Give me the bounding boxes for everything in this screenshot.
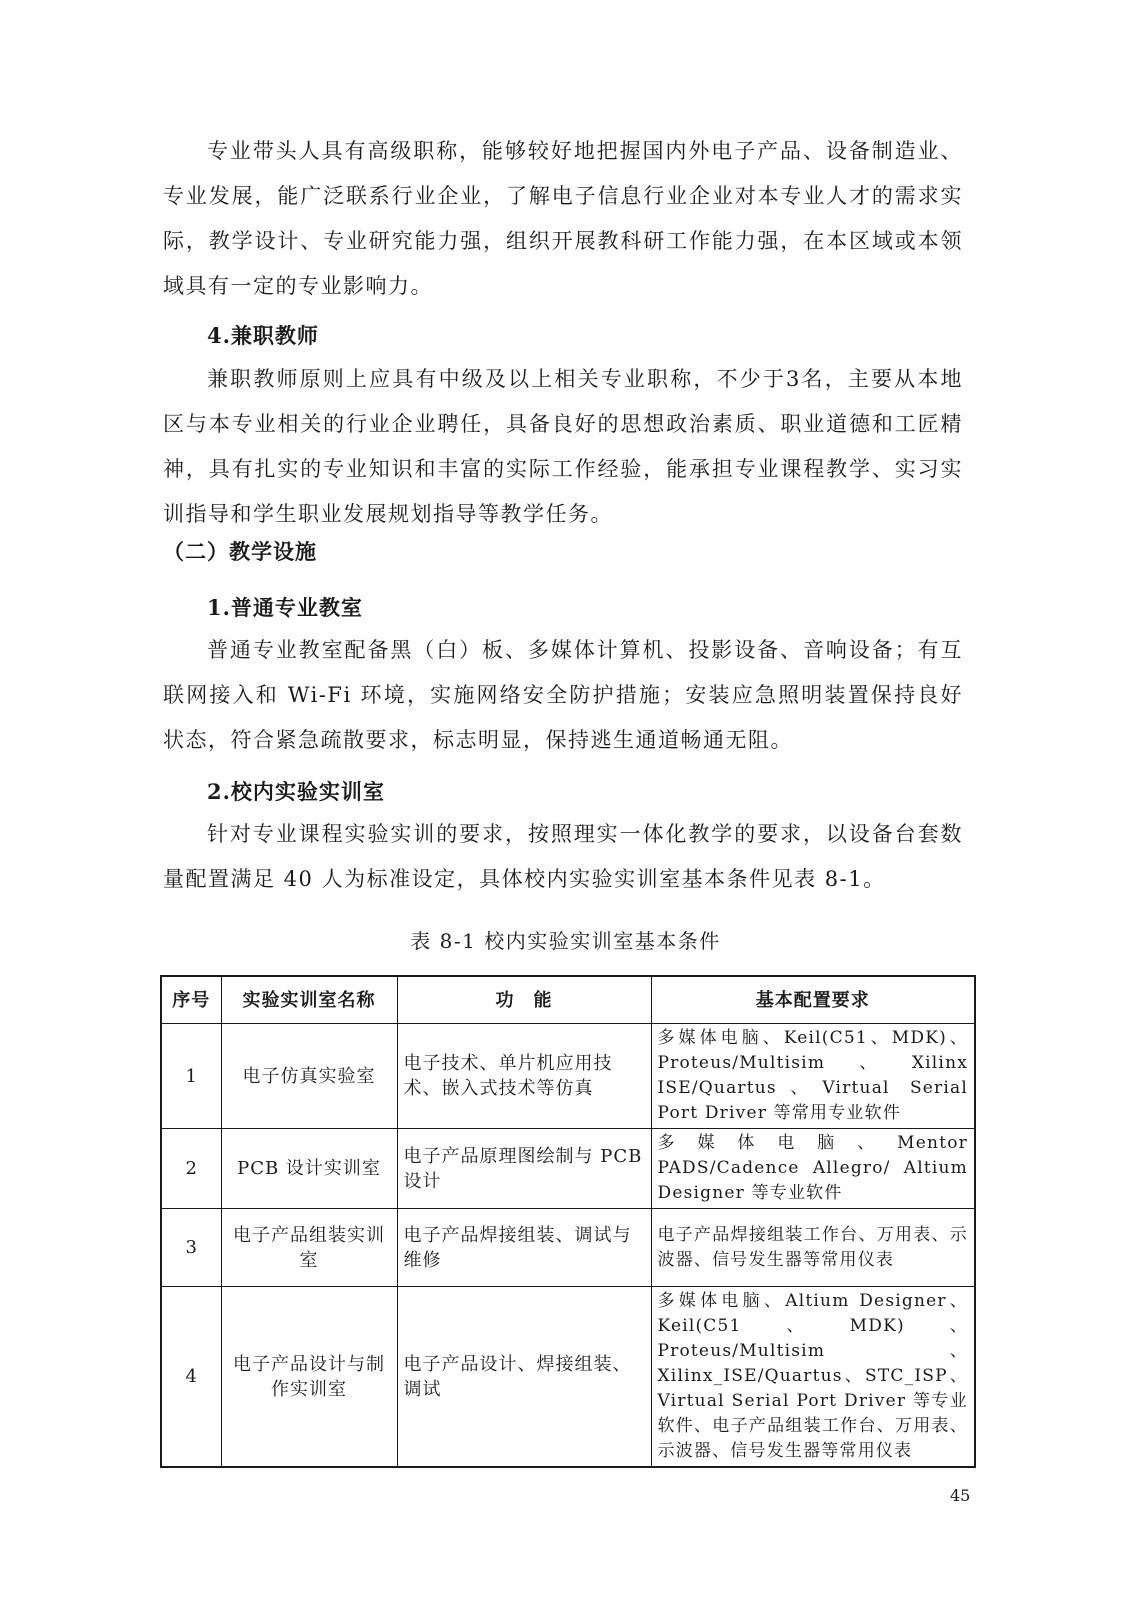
paragraph-general-classroom: 普通专业教室配备黑（白）板、多媒体计算机、投影设备、音响设备；有互联网接入和 Wi-Fi 环境，实施网络安全防护措施；安装应急照明装置保持良好状态，符合紧急疏散要求，标志明显，保持逃生通道畅通无阻。	[163, 638, 963, 752]
table-caption: 表 8-1 校内实验实训室基本条件	[410, 929, 721, 953]
cell-function: 电子技术、单片机应用技术、嵌入式技术等仿真	[397, 1024, 651, 1129]
cell-requirements: 多媒体电脑、Altium Designer、Keil(C51、MDK)、Proteus/Multisim、Xilinx_ISE/Quartus、STC_ISP、Virtual Serial Port Driver 等专业软件、电子产品组装工作台、万用表、示波器、信号发生器等常用仪表	[651, 1287, 975, 1468]
cell-name: 电子产品设计与制作实训室	[221, 1287, 397, 1468]
header-function: 功 能	[397, 976, 651, 1024]
cell-requirements: 多媒体电脑、Mentor PADS/Cadence Allegro/ Altium Designer 等专业软件	[651, 1129, 975, 1209]
table-row	[161, 1024, 975, 1129]
cell-name: PCB 设计实训室	[221, 1129, 397, 1209]
cell-name: 电子产品组装实训室	[221, 1209, 397, 1287]
heading-campus-labs: 2.校内实验实训室	[207, 779, 385, 804]
heading-general-classroom: 1.普通专业教室	[207, 595, 363, 620]
cell-function: 电子产品设计、焊接组装、调试	[397, 1287, 651, 1468]
cell-requirements: 电子产品焊接组装工作台、万用表、示波器、信号发生器等常用仪表	[651, 1209, 975, 1287]
heading-part-time-teachers: 4.兼职教师	[207, 323, 319, 348]
paragraph-leader-requirements: 专业带头人具有高级职称，能够较好地把握国内外电子产品、设备制造业、专业发展，能广泛联系行业企业，了解电子信息行业企业对本专业人才的需求实际，教学设计、专业研究能力强，组织开展教科研工作能力强，在本区域或本领域具有一定的专业影响力。	[163, 139, 963, 298]
cell-no: 3	[161, 1209, 221, 1287]
cell-name: 电子仿真实验室	[221, 1024, 397, 1129]
cell-no: 2	[161, 1129, 221, 1209]
cell-requirements: 多媒体电脑、Keil(C51、MDK)、Proteus/Multisim、Xilinx ISE/Quartus、Virtual Serial Port Driver 等常用专业软件	[651, 1024, 975, 1129]
lab-conditions-table	[160, 975, 976, 1468]
table-row	[161, 1287, 975, 1468]
header-no: 序号	[161, 976, 221, 1024]
page-number: 45	[950, 1486, 971, 1505]
table-row	[161, 1129, 975, 1209]
cell-function: 电子产品原理图绘制与 PCB 设计	[397, 1129, 651, 1209]
table-row	[161, 1209, 975, 1287]
header-requirements: 基本配置要求	[651, 976, 975, 1024]
table-header-row	[161, 976, 975, 1024]
paragraph-part-time-teachers: 兼职教师原则上应具有中级及以上相关专业职称，不少于3名，主要从本地区与本专业相关的行业企业聘任，具备良好的思想政治素质、职业道德和工匠精神，具有扎实的专业知识和丰富的实际工作经验，能承担专业课程教学、实习实训指导和学生职业发展规划指导等教学任务。	[163, 367, 963, 526]
section-heading-teaching-facilities: （二）教学设施	[163, 539, 317, 564]
cell-function: 电子产品焊接组装、调试与维修	[397, 1209, 651, 1287]
cell-no: 1	[161, 1024, 221, 1129]
paragraph-campus-labs: 针对专业课程实验实训的要求，按照理实一体化教学的要求，以设备台套数量配置满足 40 人为标准设定，具体校内实验实训室基本条件见表 8-1。	[163, 822, 963, 891]
header-name: 实验实训室名称	[221, 976, 397, 1024]
cell-no: 4	[161, 1287, 221, 1468]
